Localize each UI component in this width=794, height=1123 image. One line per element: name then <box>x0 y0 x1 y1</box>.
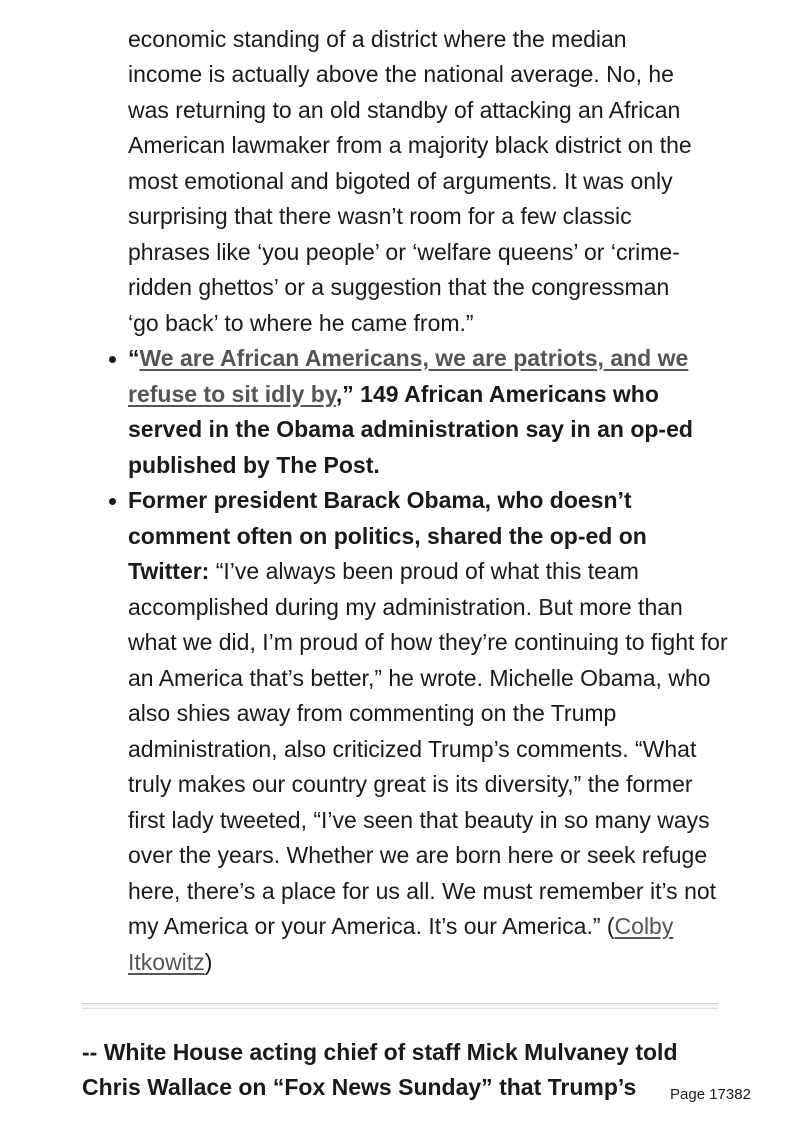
paragraph-line: phrases like ‘you people’ or ‘welfare queens’ or ‘crime- <box>128 238 680 265</box>
close-paren: ) <box>204 948 213 975</box>
paragraph-line: was returning to an old standby of attacking an African <box>128 96 681 123</box>
cut-off-line-top <box>128 22 728 57</box>
section-headline: -- White House acting chief of staff Mick Mulvaney told <box>82 1039 678 1065</box>
paragraph-line: surprising that there wasn’t room for a few classic <box>128 203 632 229</box>
op-ed-link[interactable]: We are African Americans, we are patriots, and we refuse to sit idly by <box>128 345 689 407</box>
bullet-text: “I’ve always been proud of what this team accomplished during my administration. But more than what we did, I’m proud of how they’re continuing to fight for an America that’s better,” he wrote. Michelle Obama, who also shies away from commenting on the Trump administration, also criticized Trump’s comments. “What truly makes our country great is its diversity,” the former first lady tweeted, “I’ve seen that beauty in so many ways over the years. Whether we are born here or seek refuge here, there’s a place for us all. We must remember it’s not my America or your America. It’s our America.” ( <box>128 558 728 939</box>
cut-off-text: Chris Wallace on “Fox News Sunday” that Trump’s <box>82 1074 637 1100</box>
bullet-lead: Former president Barack Obama, who doesn’t comment often on politics, shared the op-ed on Twitter: <box>128 487 647 584</box>
cut-off-text: economic standing of a district where the median <box>128 26 627 52</box>
paragraph-line: ‘go back’ to where he came from.” <box>128 309 474 336</box>
bullet-item-op-ed <box>128 341 728 483</box>
author-link[interactable]: Colby Itkowitz <box>128 913 674 975</box>
section-divider <box>82 1003 718 1009</box>
bullet-text: ,” 149 African Americans who served in the Obama administration say in an op-ed published by The Post. <box>128 380 693 478</box>
bullet-item-obama <box>128 483 728 980</box>
bullet-list <box>128 341 728 980</box>
paragraph-line: ridden ghettos’ or a suggestion that the congressman <box>128 274 670 300</box>
paragraph-line: most emotional and bigoted of arguments. It was only <box>128 167 673 194</box>
open-quote: “ <box>128 345 140 371</box>
quote-paragraph <box>128 57 728 341</box>
paragraph-line: American lawmaker from a majority black district on the <box>128 132 692 158</box>
page-number: Page 17382 <box>670 1086 751 1103</box>
paragraph-line: income is actually above the national average. No, he <box>128 61 674 87</box>
